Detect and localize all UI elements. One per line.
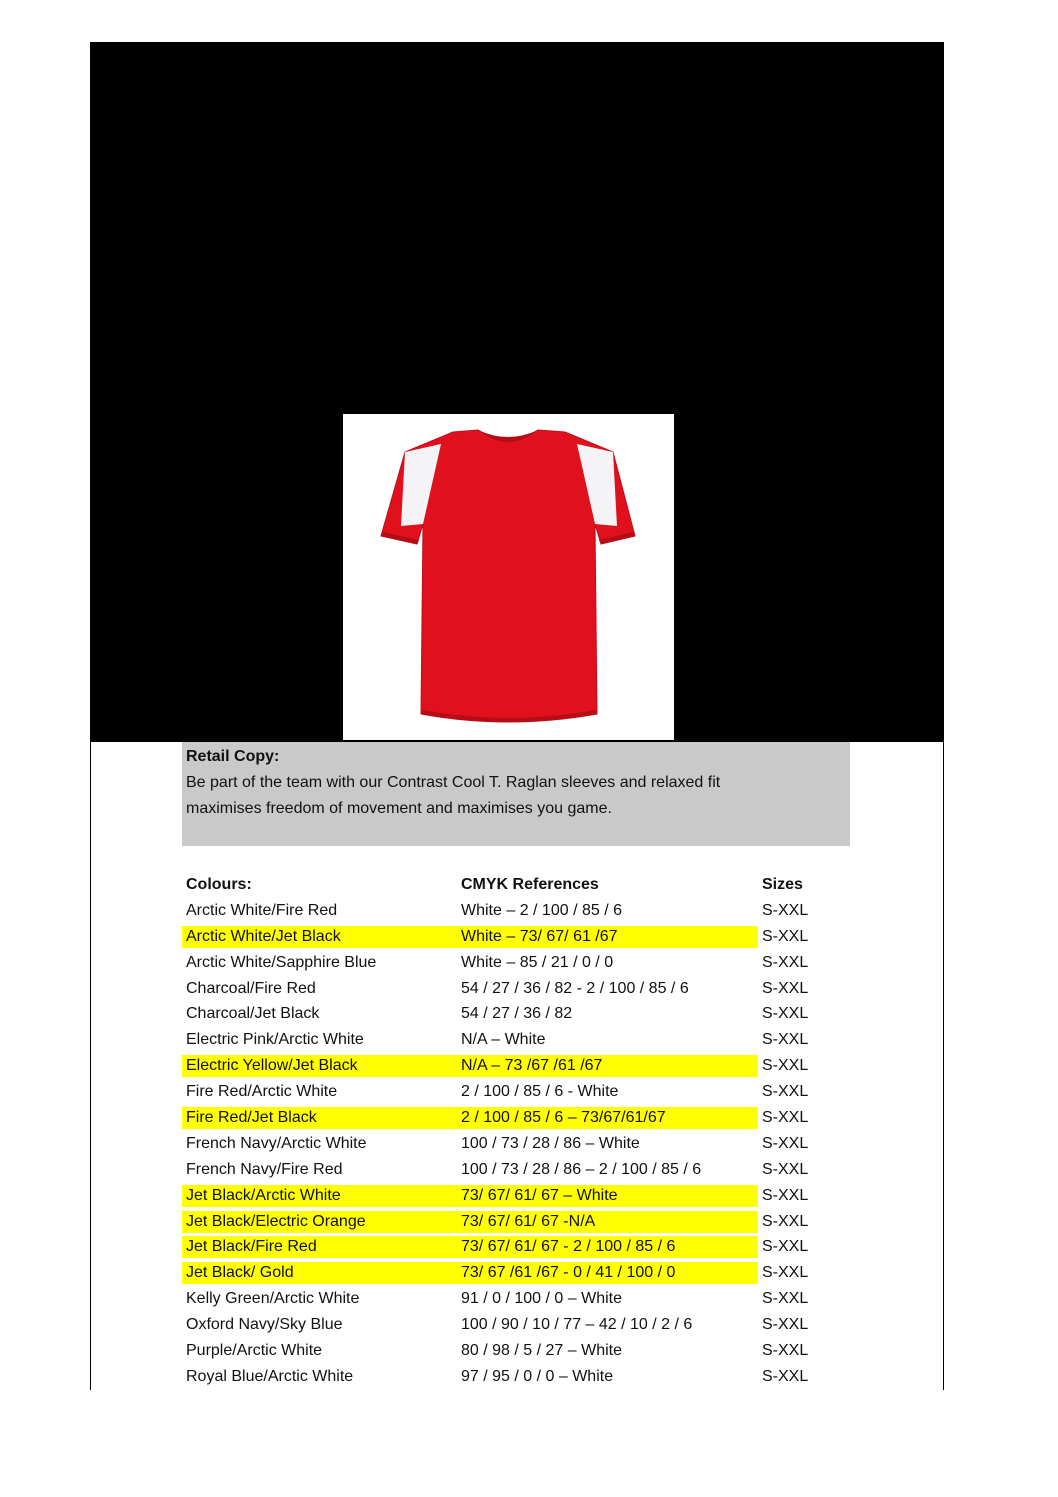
sizes-cell: S-XXL [762,1031,809,1049]
cmyk-cell: 73/ 67 /61 /67 - 0 / 41 / 100 / 0 [461,1264,676,1282]
table-row [182,950,842,976]
cmyk-cell: White – 2 / 100 / 85 / 6 [461,901,622,919]
cmyk-cell: 54 / 27 / 36 / 82 - 2 / 100 / 85 / 6 [461,979,689,997]
colour-cell: Jet Black/ Gold [186,1264,294,1282]
cmyk-cell: 100 / 90 / 10 / 77 – 42 / 10 / 2 / 6 [461,1316,693,1334]
colour-cell: Jet Black/Fire Red [186,1238,317,1256]
sizes-cell: S-XXL [762,1342,809,1360]
sizes-cell: S-XXL [762,1160,809,1178]
sizes-cell: S-XXL [762,1109,809,1127]
colour-cell: Kelly Green/Arctic White [186,1290,360,1308]
colour-table [182,872,842,1390]
left-border-rule [90,742,91,1390]
cmyk-cell: 54 / 27 / 36 / 82 [461,1005,573,1023]
table-row [182,898,842,924]
sizes-cell: S-XXL [762,1264,809,1282]
retail-copy-line-1: Be part of the team with our Contrast Cool T. Raglan sleeves and relaxed fit [186,774,721,791]
table-row [182,1157,842,1183]
sizes-cell: S-XXL [762,1367,809,1385]
colour-cell: Charcoal/Fire Red [186,979,316,997]
t-shirt-image [343,414,674,740]
sizes-cell: S-XXL [762,953,809,971]
table-row [182,1338,842,1364]
table-row [182,1312,842,1338]
table-row [182,1286,842,1312]
colour-cell: Arctic White/Fire Red [186,901,338,919]
cmyk-cell: 2 / 100 / 85 / 6 - White [461,1083,619,1101]
cmyk-cell: White – 85 / 21 / 0 / 0 [461,953,614,971]
header-sizes: Sizes [762,876,803,893]
colour-cell: Electric Yellow/Jet Black [186,1057,358,1075]
sizes-cell: S-XXL [762,979,809,997]
cmyk-cell: 91 / 0 / 100 / 0 – White [461,1290,622,1308]
sizes-cell: S-XXL [762,1212,809,1230]
cmyk-cell: White – 73/ 67/ 61 /67 [461,927,618,945]
sizes-cell: S-XXL [762,1057,809,1075]
colour-cell: Purple/Arctic White [186,1342,323,1360]
colour-cell: Fire Red/Arctic White [186,1083,338,1101]
cmyk-cell: 97 / 95 / 0 / 0 – White [461,1367,614,1385]
cmyk-cell: 73/ 67/ 61/ 67 – White [461,1186,618,1204]
sizes-cell: S-XXL [762,927,809,945]
sizes-cell: S-XXL [762,1238,809,1256]
cmyk-cell: N/A – 73 /67 /61 /67 [461,1057,603,1075]
table-row [182,1027,842,1053]
product-photo [343,414,674,740]
colour-cell: Oxford Navy/Sky Blue [186,1316,343,1334]
sizes-cell: S-XXL [762,1005,809,1023]
colour-cell: French Navy/Arctic White [186,1134,367,1152]
colour-cell: Arctic White/Sapphire Blue [186,953,377,971]
colour-cell: Charcoal/Jet Black [186,1005,320,1023]
cmyk-cell: 100 / 73 / 28 / 86 – 2 / 100 / 85 / 6 [461,1160,702,1178]
table-row [182,1053,842,1079]
table-row [182,976,842,1002]
cmyk-cell: 100 / 73 / 28 / 86 – White [461,1134,640,1152]
cmyk-cell: 80 / 98 / 5 / 27 – White [461,1342,622,1360]
table-row [182,1131,842,1157]
sizes-cell: S-XXL [762,1290,809,1308]
colour-cell: French Navy/Fire Red [186,1160,343,1178]
table-row [182,1209,842,1235]
sizes-cell: S-XXL [762,1316,809,1334]
colour-cell: Electric Pink/Arctic White [186,1031,364,1049]
colour-cell: Jet Black/Electric Orange [186,1212,366,1230]
colour-cell: Royal Blue/Arctic White [186,1367,354,1385]
sizes-cell: S-XXL [762,1134,809,1152]
sizes-cell: S-XXL [762,901,809,919]
sizes-cell: S-XXL [762,1186,809,1204]
table-row [182,924,842,950]
cmyk-cell: 73/ 67/ 61/ 67 - 2 / 100 / 85 / 6 [461,1238,676,1256]
table-row [182,1260,842,1286]
colour-cell: Arctic White/Jet Black [186,927,341,945]
table-row [182,1234,842,1260]
table-row [182,1105,842,1131]
colour-cell: Jet Black/Arctic White [186,1186,341,1204]
table-row [182,1183,842,1209]
table-row [182,1079,842,1105]
cmyk-cell: N/A – White [461,1031,546,1049]
sizes-cell: S-XXL [762,1083,809,1101]
colour-cell: Fire Red/Jet Black [186,1109,317,1127]
right-border-rule [943,742,944,1390]
cmyk-cell: 2 / 100 / 85 / 6 – 73/67/61/67 [461,1109,666,1127]
retail-copy-line-2: maximises freedom of movement and maximises you game. [186,800,612,817]
table-row [182,1001,842,1027]
table-header-row [182,872,842,898]
retail-copy-heading: Retail Copy: [186,748,280,765]
cmyk-cell: 73/ 67/ 61/ 67 -N/A [461,1212,596,1230]
retail-copy-text [186,770,826,822]
header-cmyk: CMYK References [461,876,599,893]
header-colours: Colours: [186,876,252,893]
table-row [182,1364,842,1390]
